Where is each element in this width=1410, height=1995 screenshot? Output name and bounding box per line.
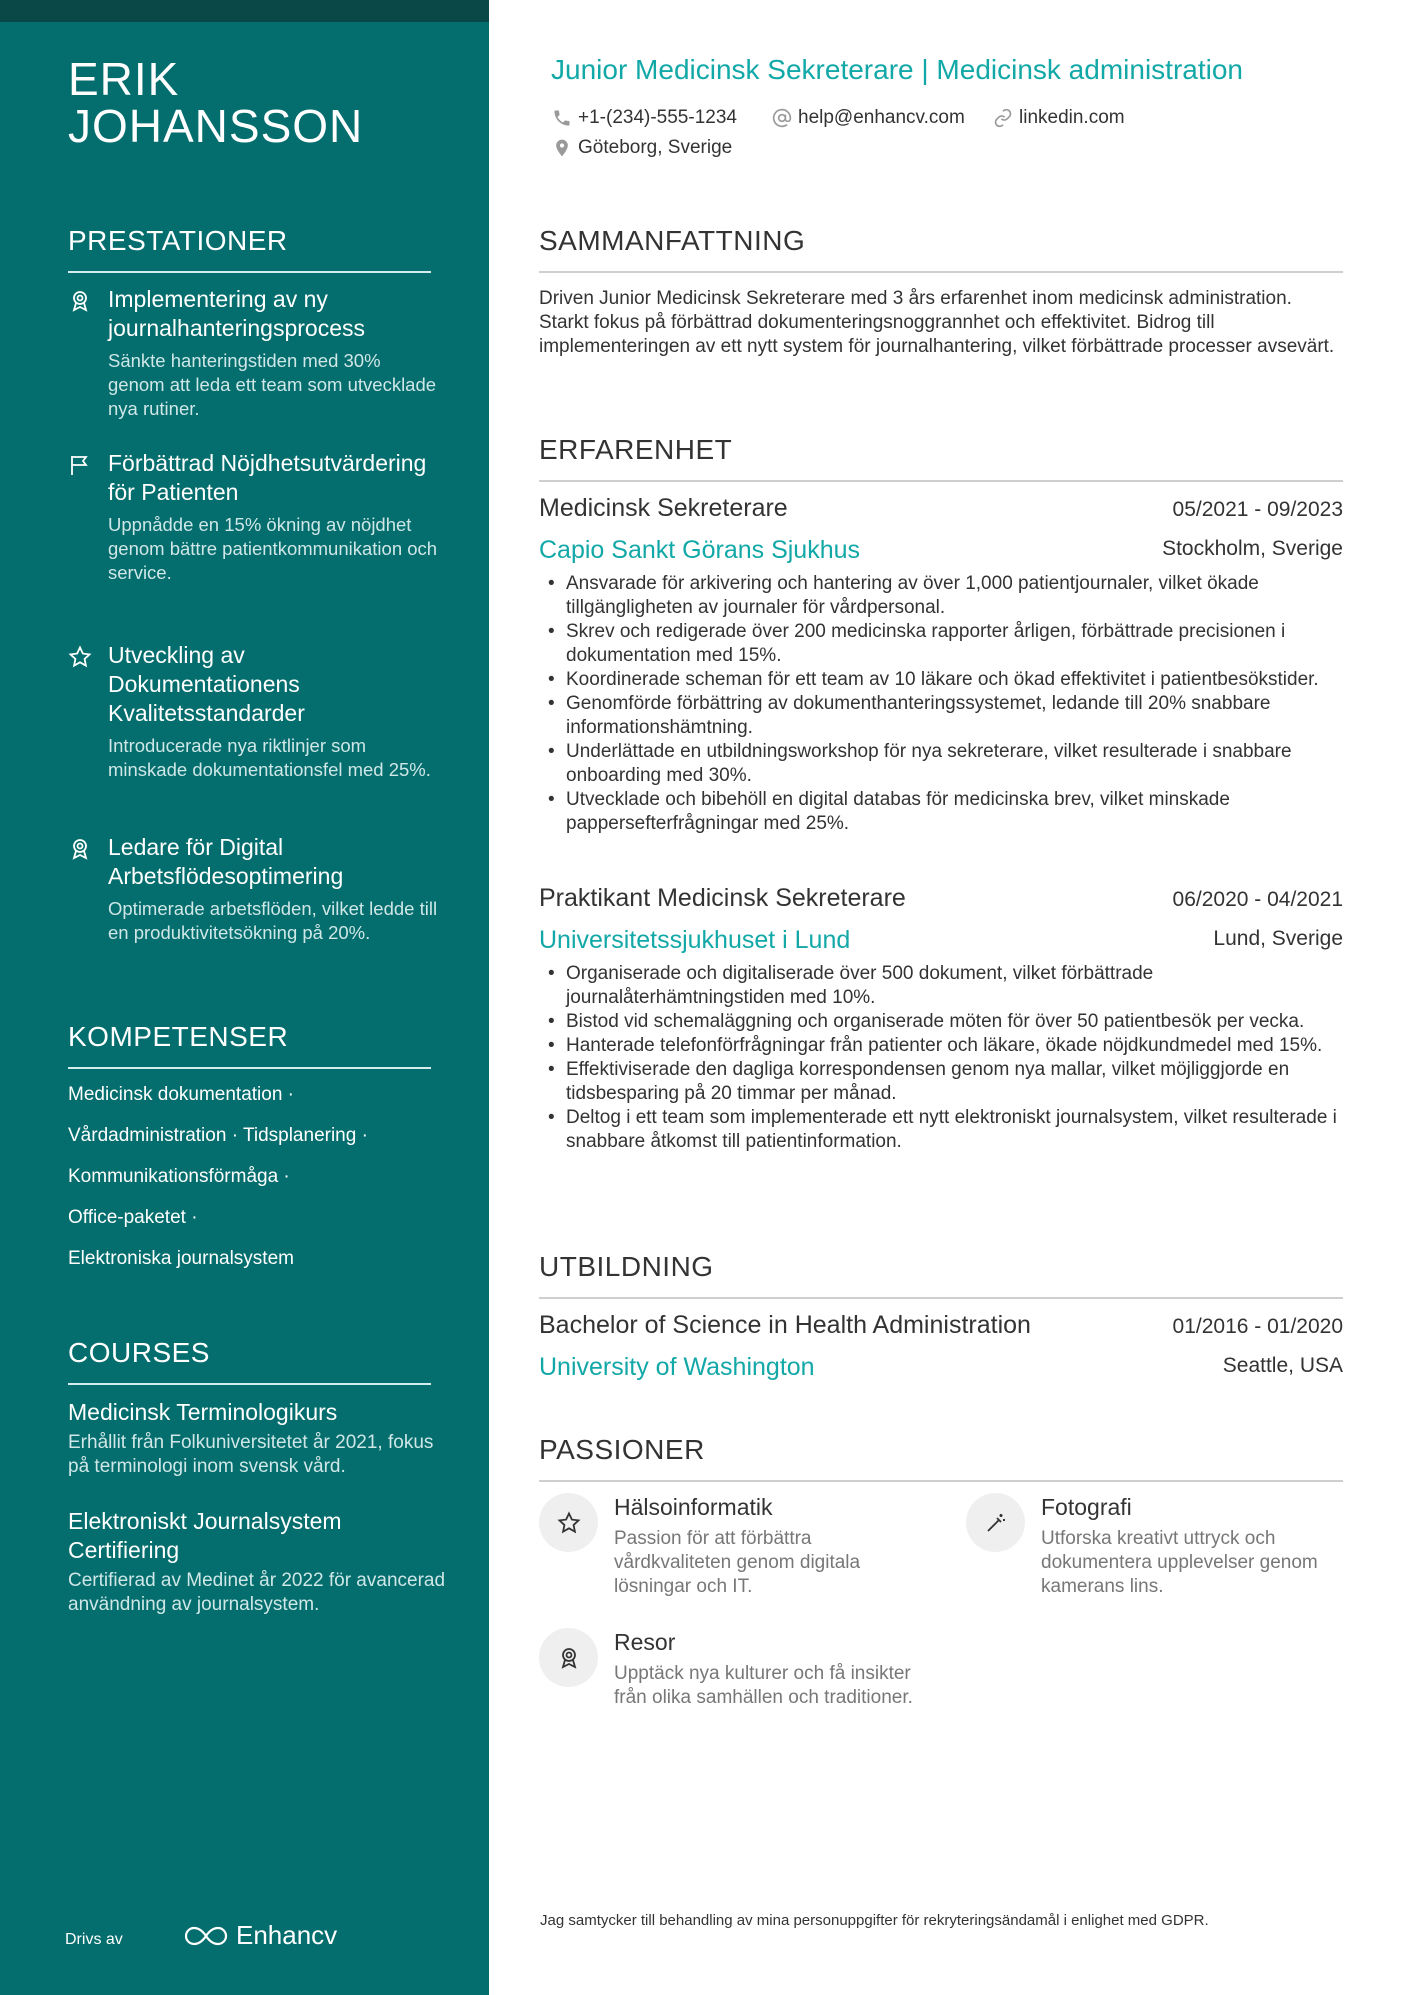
- bullet-item: • Koordinerade scheman för ett team av 10 läkare och ökad effektivitet i patientbesökstider.: [539, 668, 1343, 692]
- magic-wand-icon: [984, 1511, 1008, 1535]
- achievement-item: [68, 833, 438, 945]
- achievement-desc: Optimerade arbetsflöden, vilket ledde till en produktivitetsökning på 20%.: [108, 898, 438, 943]
- location-pin-icon: [552, 138, 572, 158]
- job-title: Medicinsk Sekreterare: [539, 494, 788, 522]
- job-dates: 05/2021 - 09/2023: [1172, 498, 1343, 521]
- bullet-item: • Utvecklade och bibehöll en digital databas för medicinska brev, vilket minskade pappersefterfrågningar med 25%.: [539, 788, 1343, 836]
- bullet-item: • Skrev och redigerade över 200 medicinska rapporter årligen, förbättrade precisionen i dokumentation med 15%.: [539, 620, 1343, 668]
- passion-desc: Passion för att förbättra vårdkvaliteten genom digitala lösningar och IT.: [614, 1528, 861, 1597]
- passion-item: [966, 1493, 1343, 1599]
- achievement-item: [68, 285, 438, 421]
- job-location: Lund, Sverige: [1213, 927, 1343, 950]
- sidebar-top-bar: [0, 0, 489, 22]
- job-title: Praktikant Medicinsk Sekreterare: [539, 884, 906, 912]
- award-icon: [68, 837, 92, 861]
- bullet-item: • Deltog i ett team som implementerade ett nytt elektroniskt journalsystem, vilket resulterade i snabbare åtkomst till patientinformation.: [539, 1106, 1343, 1154]
- passion-item: [539, 1628, 929, 1710]
- sidebar: [0, 0, 489, 1995]
- first-name: ERIK: [68, 53, 180, 105]
- job-bullets: [539, 962, 1343, 1154]
- achievement-title: Ledare för Digital Arbetsflödesoptimering: [108, 834, 344, 889]
- education-location: Seattle, USA: [1222, 1354, 1343, 1377]
- last-name: JOHANSSON: [68, 100, 364, 152]
- phone-text: +1-(234)-555-1234: [578, 107, 737, 128]
- job-location: Stockholm, Sverige: [1162, 537, 1343, 560]
- skills-divider: [68, 1067, 431, 1069]
- skills-heading: KOMPETENSER: [68, 1021, 289, 1052]
- degree-title: Bachelor of Science in Health Administration: [539, 1311, 1031, 1339]
- courses-heading: COURSES: [68, 1337, 210, 1368]
- skill-line: Elektroniska journalsystem: [68, 1248, 294, 1269]
- bullet-item: • Hanterade telefonförfrågningar från patienter och läkare, ökade nöjdkundmedel med 15%.: [539, 1034, 1343, 1058]
- summary-divider: [539, 271, 1343, 273]
- course-item: [68, 1398, 448, 1479]
- enhancv-logo-icon: [184, 1924, 228, 1948]
- candidate-name: [68, 53, 364, 152]
- award-icon: [68, 289, 92, 313]
- achievements-divider: [68, 271, 431, 273]
- achievement-item: [68, 449, 438, 585]
- link-icon: [993, 108, 1013, 128]
- contact-phone[interactable]: [552, 107, 737, 129]
- passions-divider: [539, 1480, 1343, 1482]
- achievement-desc: Sänkte hanteringstiden med 30% genom att leda ett team som utvecklade nya rutiner.: [108, 350, 437, 419]
- powered-by-label: Drivs av: [65, 1931, 123, 1948]
- gdpr-consent: Jag samtycker till behandling av mina personuppgifter för rekryteringsändamål i enlighet med GDPR.: [540, 1912, 1209, 1929]
- experience-heading: ERFARENHET: [539, 434, 733, 465]
- headline: Junior Medicinsk Sekreterare | Medicinsk administration: [551, 54, 1243, 85]
- achievement-title: Förbättrad Nöjdhetsutvärdering för Patienten: [108, 450, 427, 505]
- courses-divider: [68, 1383, 431, 1385]
- award-icon: [557, 1646, 581, 1670]
- summary-text: Driven Junior Medicinsk Sekreterare med 3 års erfarenhet inom medicinsk administration. Starkt fokus på förbättrad dokumenteringsnoggrannhet och effektivitet. Bidrog till implementeringen av ett nytt system för journalhantering, vilket förbättrade processer avsevärt.: [539, 288, 1335, 357]
- summary-heading: SAMMANFATTNING: [539, 225, 806, 256]
- achievement-title: Implementering av ny journalhanteringsprocess: [108, 286, 365, 341]
- passion-icon-circle: [966, 1493, 1025, 1552]
- bullet-item: • Underlättade en utbildningsworkshop för nya sekreterare, vilket resulterade i snabbare onboarding med 30%.: [539, 740, 1343, 788]
- location-text: Göteborg, Sverige: [578, 137, 733, 158]
- linkedin-text: linkedin.com: [1019, 107, 1125, 128]
- passions-heading: PASSIONER: [539, 1434, 705, 1465]
- passion-desc: Upptäck nya kulturer och få insikter från olika samhällen och traditioner.: [614, 1663, 913, 1708]
- bullet-item: • Genomförde förbättring av dokumenthanteringssystemet, ledande till 20% snabbare informationshämtning.: [539, 692, 1343, 740]
- at-icon: [772, 108, 792, 128]
- flag-icon: [68, 453, 92, 477]
- job-dates: 06/2020 - 04/2021: [1172, 888, 1343, 911]
- passion-icon-circle: [539, 1493, 598, 1552]
- achievements-heading: PRESTATIONER: [68, 225, 288, 256]
- company-name[interactable]: Universitetssjukhuset i Lund: [539, 926, 851, 954]
- passion-item: [539, 1493, 929, 1599]
- course-title: Medicinsk Terminologikurs: [68, 1399, 338, 1425]
- bullet-item: • Bistod vid schemaläggning och organiserade möten för över 50 patientbesök per vecka.: [539, 1010, 1343, 1034]
- passion-desc: Utforska kreativt uttryck och dokumentera upplevelser genom kamerans lins.: [1041, 1528, 1318, 1597]
- achievement-item: [68, 641, 438, 782]
- passion-icon-circle: [539, 1628, 598, 1687]
- contact-linkedin[interactable]: [993, 107, 1125, 129]
- course-item: [68, 1507, 448, 1617]
- passion-title: Fotografi: [1041, 1494, 1132, 1520]
- experience-divider: [539, 480, 1343, 482]
- course-title: Elektroniskt Journalsystem Certifiering: [68, 1508, 342, 1563]
- skill-line: Office-paketet ·: [68, 1207, 198, 1228]
- achievement-title: Utveckling av Dokumentationens Kvalitetsstandarder: [108, 642, 305, 726]
- job-bullets: [539, 572, 1343, 836]
- passion-title: Hälsoinformatik: [614, 1494, 773, 1520]
- skill-line: Vårdadministration · Tidsplanering ·: [68, 1125, 368, 1146]
- bullet-item: • Organiserade och digitaliserade över 500 dokument, vilket förbättrade journalåterhämtningstiden med 10%.: [539, 962, 1343, 1010]
- achievement-desc: Uppnådde en 15% ökning av nöjdhet genom bättre patientkommunikation och service.: [108, 514, 438, 583]
- company-name[interactable]: Capio Sankt Görans Sjukhus: [539, 536, 861, 564]
- star-icon: [68, 645, 92, 669]
- education-heading: UTBILDNING: [539, 1251, 714, 1282]
- skill-line: Kommunikationsförmåga ·: [68, 1166, 290, 1187]
- brand-logo[interactable]: [184, 1920, 337, 1951]
- skill-line: Medicinsk dokumentation ·: [68, 1084, 294, 1105]
- education-divider: [539, 1297, 1343, 1299]
- course-desc: Certifierad av Medinet år 2022 för avancerad användning av journalsystem.: [68, 1570, 446, 1615]
- brand-name: Enhancv: [236, 1920, 338, 1950]
- phone-icon: [552, 108, 572, 128]
- contact-email[interactable]: [772, 107, 965, 129]
- passion-title: Resor: [614, 1629, 676, 1655]
- bullet-item: • Ansvarade för arkivering och hantering av över 1,000 patientjournaler, vilket ökade tillgängligheten av journaler för vårdpersonal.: [539, 572, 1343, 620]
- education-dates: 01/2016 - 01/2020: [1172, 1315, 1343, 1338]
- achievement-desc: Introducerade nya riktlinjer som minskade dokumentationsfel med 25%.: [108, 735, 431, 780]
- email-text: help@enhancv.com: [798, 107, 965, 128]
- skills-list: [68, 1083, 448, 1288]
- bullet-item: • Effektiviserade den dagliga korrespondensen genom nya mallar, vilket möjliggjorde en tidsbesparing på 20 timmar per månad.: [539, 1058, 1343, 1106]
- school-name[interactable]: University of Washington: [539, 1353, 815, 1381]
- contact-location: [552, 137, 732, 159]
- star-icon: [557, 1511, 581, 1535]
- course-desc: Erhållit från Folkuniversitetet år 2021, fokus på terminologi inom svensk vård.: [68, 1432, 434, 1477]
